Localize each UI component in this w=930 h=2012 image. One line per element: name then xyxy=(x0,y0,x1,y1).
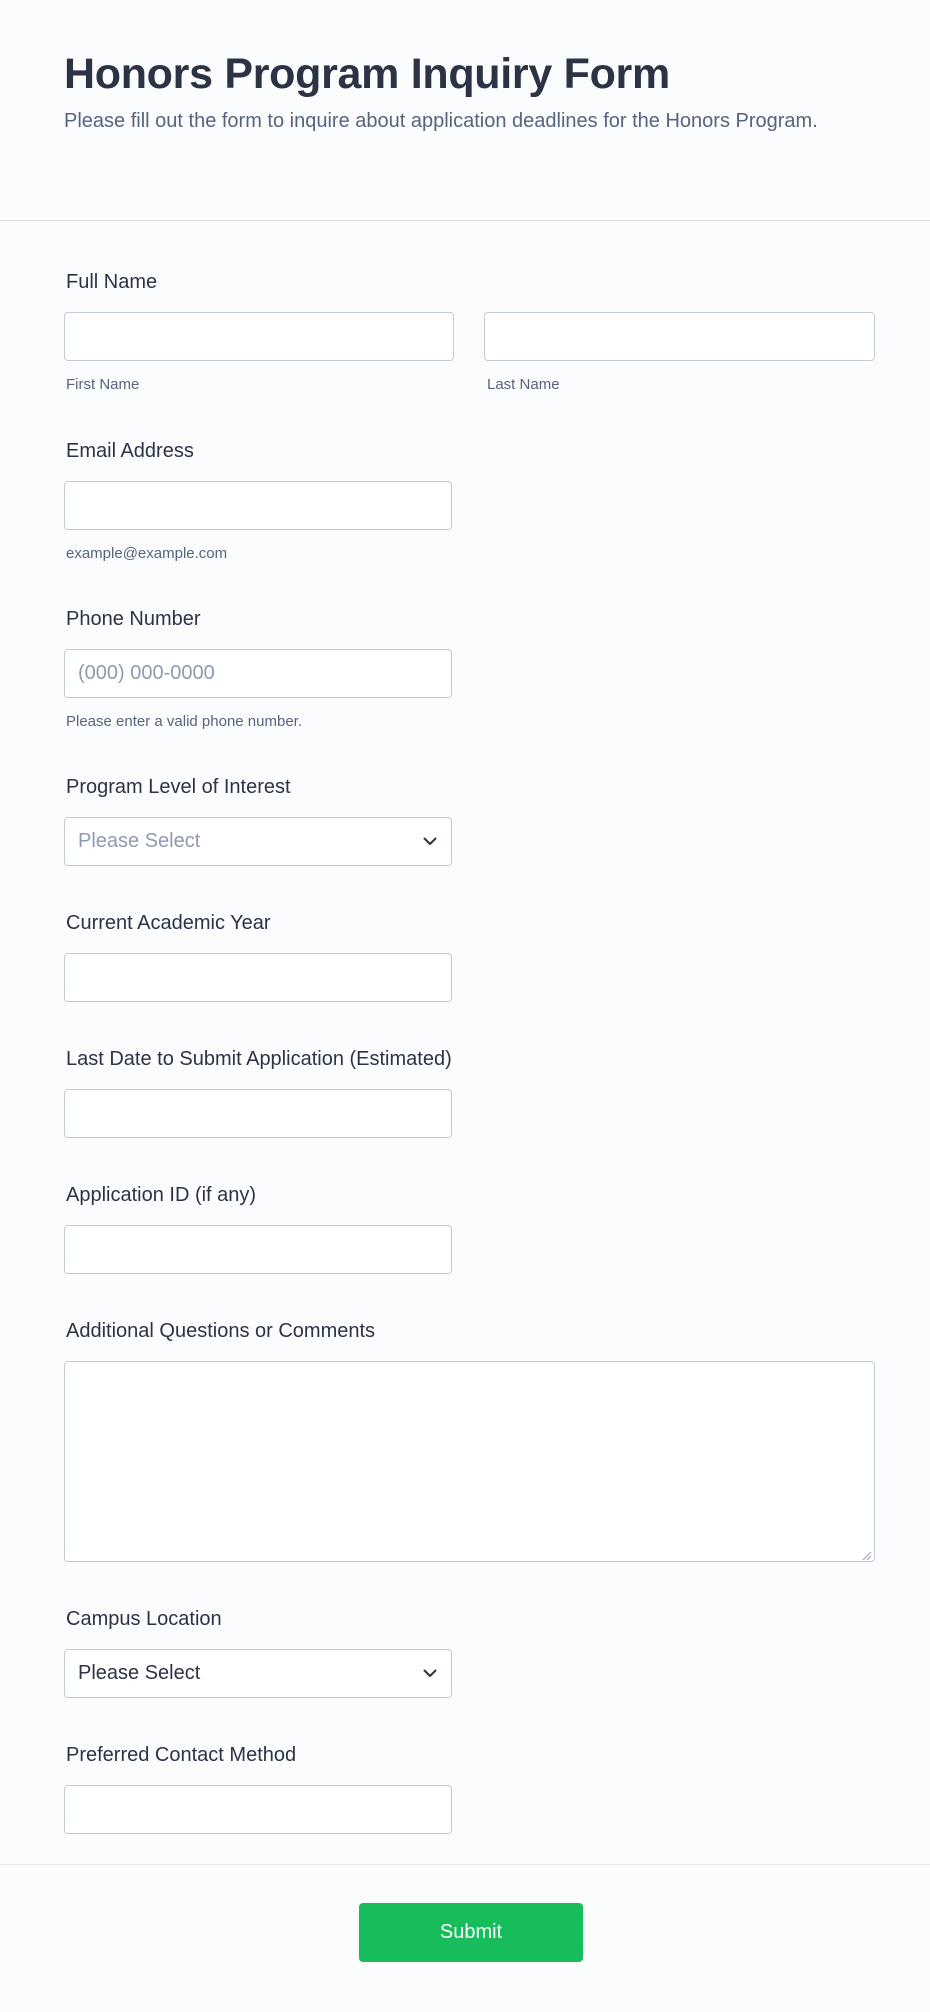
form-header xyxy=(0,0,930,221)
campus-location-select[interactable] xyxy=(64,1649,452,1698)
footer-divider xyxy=(0,1864,930,1865)
phone-input[interactable] xyxy=(64,649,452,698)
campus-location-label: Campus Location xyxy=(66,1608,222,1630)
application-id-label: Application ID (if any) xyxy=(66,1184,257,1206)
comments-label: Additional Questions or Comments xyxy=(66,1320,376,1342)
last-date-label: Last Date to Submit Application (Estimated) xyxy=(66,1048,452,1070)
first-name-input[interactable] xyxy=(64,312,454,361)
email-label: Email Address xyxy=(66,440,194,462)
academic-year-label: Current Academic Year xyxy=(66,912,271,934)
last-name-input[interactable] xyxy=(484,312,875,361)
program-level-selected-value: Please Select xyxy=(78,830,201,852)
email-sublabel: example@example.com xyxy=(66,545,228,562)
chevron-down-icon xyxy=(421,833,439,851)
campus-location-selected-value: Please Select xyxy=(78,1662,201,1684)
comments-textarea[interactable] xyxy=(64,1361,875,1562)
phone-label: Phone Number xyxy=(66,608,201,630)
contact-method-label: Preferred Contact Method xyxy=(66,1744,297,1766)
contact-method-input[interactable] xyxy=(64,1785,452,1834)
form-subtitle: Please fill out the form to inquire about application deadlines for the Honors Program. xyxy=(64,110,818,132)
program-level-select[interactable] xyxy=(64,817,452,866)
phone-sublabel: Please enter a valid phone number. xyxy=(66,713,302,730)
form-title: Honors Program Inquiry Form xyxy=(64,50,670,98)
application-id-input[interactable] xyxy=(64,1225,452,1274)
academic-year-input[interactable] xyxy=(64,953,452,1002)
submit-button[interactable]: Submit xyxy=(359,1903,583,1962)
resize-grip-icon[interactable] xyxy=(860,1548,872,1560)
last-name-sublabel: Last Name xyxy=(487,376,560,393)
chevron-down-icon xyxy=(421,1665,439,1683)
program-level-label: Program Level of Interest xyxy=(66,776,291,798)
full-name-label: Full Name xyxy=(66,271,158,293)
last-date-input[interactable] xyxy=(64,1089,452,1138)
first-name-sublabel: First Name xyxy=(66,376,140,393)
email-input[interactable] xyxy=(64,481,452,530)
